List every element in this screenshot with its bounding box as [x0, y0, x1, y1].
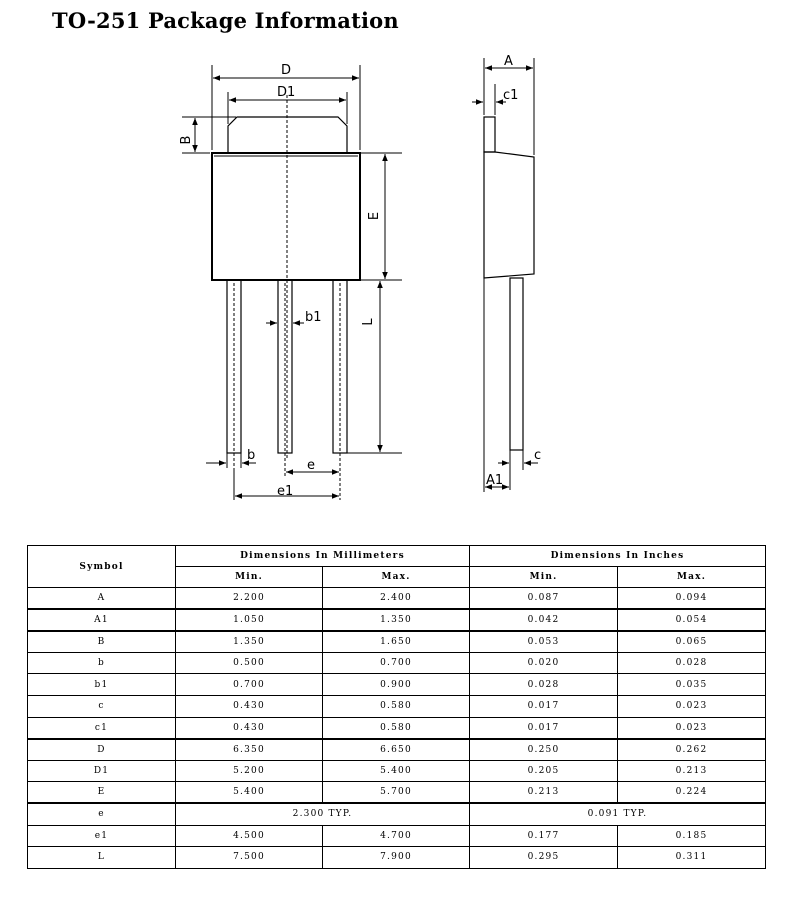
table-row: [28, 847, 766, 869]
cell-symbol: e1: [28, 825, 176, 847]
cell-symbol: D1: [28, 760, 176, 782]
cell-in-max: 0.262: [618, 739, 766, 761]
mm-header: Dimensions In Millimeters: [176, 546, 470, 567]
cell-in-max: 0.185: [618, 825, 766, 847]
cell-mm-max: 1.650: [323, 631, 470, 653]
table-row: [28, 782, 766, 804]
front-body-outline: [212, 153, 360, 280]
cell-mm-max: 1.350: [323, 609, 470, 631]
cell-mm-max: 5.400: [323, 760, 470, 782]
table-row: [28, 609, 766, 631]
cell-mm-min: 5.200: [176, 760, 323, 782]
cell-in-min: 0.213: [470, 782, 618, 804]
cell-mm-max: 0.700: [323, 652, 470, 674]
cell-mm-max: 0.580: [323, 695, 470, 717]
in-header: Dimensions In Inches: [470, 546, 766, 567]
cell-in-min: 0.205: [470, 760, 618, 782]
cell-symbol: A: [28, 588, 176, 610]
cell-in-max: 0.023: [618, 695, 766, 717]
symbol-header: Symbol: [28, 546, 176, 588]
table-row: [28, 760, 766, 782]
cell-in-max: 0.224: [618, 782, 766, 804]
table-row: [28, 674, 766, 696]
label-D: D: [281, 63, 292, 78]
cell-mm-max: 7.900: [323, 847, 470, 869]
cell-in-max: 0.023: [618, 717, 766, 739]
label-b1: b1: [305, 310, 322, 325]
label-A1: A1: [486, 473, 504, 488]
cell-in-max: 0.054: [618, 609, 766, 631]
mm-max-header: Max.: [323, 567, 470, 588]
cell-in-max: 0.028: [618, 652, 766, 674]
label-L: L: [361, 318, 376, 326]
table-row: [28, 717, 766, 739]
side-tab: [484, 117, 495, 152]
cell-in-typ: 0.091 TYP.: [470, 803, 766, 825]
table-row: [28, 825, 766, 847]
cell-in-min: 0.295: [470, 847, 618, 869]
cell-mm-max: 4.700: [323, 825, 470, 847]
label-A: A: [504, 54, 513, 69]
in-max-header: Max.: [618, 567, 766, 588]
cell-mm-max: 0.900: [323, 674, 470, 696]
cell-mm-typ: 2.300 TYP.: [176, 803, 470, 825]
label-E: E: [367, 211, 382, 221]
cell-mm-min: 5.400: [176, 782, 323, 804]
cell-mm-max: 5.700: [323, 782, 470, 804]
cell-in-max: 0.065: [618, 631, 766, 653]
cell-symbol: D: [28, 739, 176, 761]
table-row: [28, 652, 766, 674]
cell-in-min: 0.020: [470, 652, 618, 674]
cell-symbol: e: [28, 803, 176, 825]
label-D1: D1: [277, 85, 296, 100]
side-lead: [510, 278, 523, 450]
cell-in-min: 0.177: [470, 825, 618, 847]
cell-mm-min: 1.050: [176, 609, 323, 631]
table-row: [28, 739, 766, 761]
cell-symbol: A1: [28, 609, 176, 631]
label-c: c: [534, 448, 542, 463]
cell-symbol: c1: [28, 717, 176, 739]
cell-in-min: 0.017: [470, 695, 618, 717]
cell-in-max: 0.094: [618, 588, 766, 610]
cell-symbol: b: [28, 652, 176, 674]
cell-in-min: 0.042: [470, 609, 618, 631]
cell-mm-min: 2.200: [176, 588, 323, 610]
cell-mm-min: 6.350: [176, 739, 323, 761]
cell-in-min: 0.087: [470, 588, 618, 610]
cell-symbol: L: [28, 847, 176, 869]
page-title: TO-251 Package Information: [52, 8, 399, 33]
cell-symbol: B: [28, 631, 176, 653]
cell-in-min: 0.017: [470, 717, 618, 739]
cell-in-max: 0.311: [618, 847, 766, 869]
cell-mm-min: 0.430: [176, 717, 323, 739]
cell-mm-max: 6.650: [323, 739, 470, 761]
table-row: [28, 695, 766, 717]
cell-mm-min: 0.430: [176, 695, 323, 717]
cell-symbol: E: [28, 782, 176, 804]
label-e: e: [307, 458, 315, 473]
cell-in-max: 0.213: [618, 760, 766, 782]
cell-symbol: c: [28, 695, 176, 717]
cell-mm-max: 0.580: [323, 717, 470, 739]
label-b: b: [247, 448, 256, 463]
cell-in-min: 0.250: [470, 739, 618, 761]
cell-mm-min: 0.500: [176, 652, 323, 674]
cell-symbol: b1: [28, 674, 176, 696]
cell-in-min: 0.053: [470, 631, 618, 653]
cell-in-min: 0.028: [470, 674, 618, 696]
side-body-outline: [484, 152, 534, 278]
cell-mm-min: 0.700: [176, 674, 323, 696]
cell-mm-min: 4.500: [176, 825, 323, 847]
cell-in-max: 0.035: [618, 674, 766, 696]
cell-mm-max: 2.400: [323, 588, 470, 610]
cell-mm-min: 1.350: [176, 631, 323, 653]
dimensions-table: [27, 545, 766, 869]
table-row: [28, 588, 766, 610]
label-B: B: [179, 135, 194, 145]
in-min-header: Min.: [470, 567, 618, 588]
table-row: [28, 631, 766, 653]
label-c1: c1: [503, 88, 519, 103]
mm-min-header: Min.: [176, 567, 323, 588]
cell-mm-min: 7.500: [176, 847, 323, 869]
label-e1: e1: [277, 484, 294, 499]
table-row: [28, 803, 766, 825]
